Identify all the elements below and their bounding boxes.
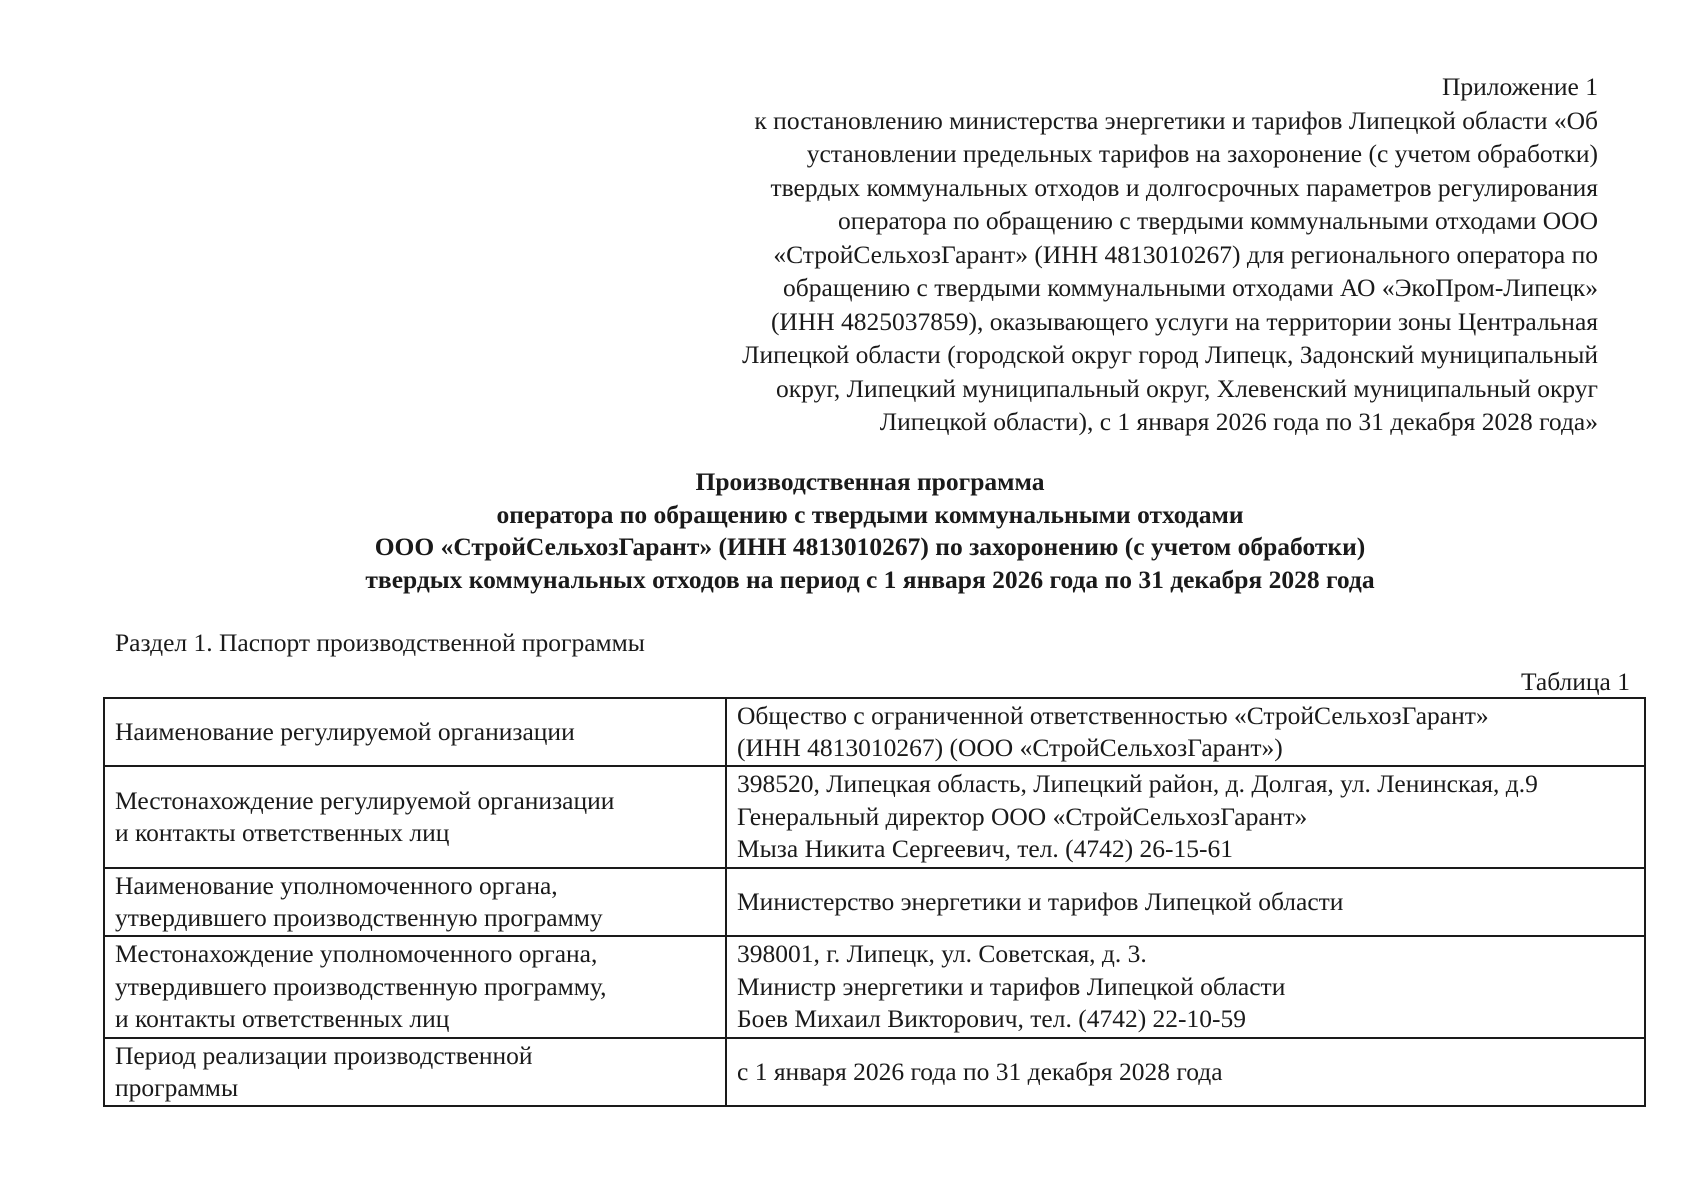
- appendix-line: Липецкой области (городской округ город Липецк, Задонский муниципальный: [742, 340, 1598, 369]
- cell-line: Общество с ограниченной ответственностью «СтройСельхозГарант»: [737, 700, 1489, 730]
- title-line: оператора по обращению с твердыми коммунальными отходами: [496, 499, 1244, 529]
- cell-line: утвердившего производственную программу,: [115, 971, 607, 1001]
- cell-line: и контакты ответственных лиц: [115, 1004, 450, 1034]
- title-line: Производственная программа: [695, 467, 1045, 496]
- cell-line: Наименование регулируемой организации: [115, 716, 575, 746]
- cell-line: Генеральный директор ООО «СтройСельхозГарант»: [737, 801, 1308, 831]
- passport-table: [103, 697, 1646, 1107]
- appendix-line: Липецкой области), с 1 января 2026 года по 31 декабря 2028 года»: [879, 407, 1598, 436]
- cell-line: Местонахождение регулируемой организации: [115, 785, 615, 815]
- cell-line: Мыза Никита Сергеевич, тел. (4742) 26-15-61: [737, 834, 1234, 864]
- row-value-cell: [726, 698, 1645, 766]
- appendix-line: к постановлению министерства энергетики и тарифов Липецкой области «Об: [754, 105, 1598, 135]
- row-value-cell: [726, 766, 1645, 868]
- cell-line: с 1 января 2026 года по 31 декабря 2028 года: [737, 1056, 1223, 1086]
- cell-line: Наименование уполномоченного органа,: [115, 870, 558, 900]
- row-value-cell: [726, 868, 1645, 936]
- title-line: твердых коммунальных отходов на период с 1 января 2026 года по 31 декабря 2028 года: [365, 564, 1375, 594]
- table-row: [104, 1038, 1645, 1106]
- cell-line: Местонахождение уполномоченного органа,: [115, 939, 598, 969]
- cell-line: 398001, г. Липецк, ул. Советская, д. 3.: [737, 939, 1147, 969]
- row-label-cell: [104, 1038, 726, 1106]
- appendix-line: обращению с твердыми коммунальными отходами АО «ЭкоПром-Липецк»: [783, 273, 1598, 302]
- appendix-line: твердых коммунальных отходов и долгосрочных параметров регулирования: [770, 172, 1598, 202]
- table-row: [104, 868, 1645, 936]
- row-label-cell: [104, 766, 726, 868]
- row-label-cell: [104, 868, 726, 936]
- cell-line: утвердившего производственную программу: [115, 903, 603, 932]
- cell-line: Министр энергетики и тарифов Липецкой области: [737, 971, 1286, 1001]
- cell-line: (ИНН 4813010267) (ООО «СтройСельхозГарант»): [737, 733, 1283, 762]
- cell-line: 398520, Липецкая область, Липецкий район, д. Долгая, ул. Ленинская, д.9: [737, 769, 1538, 799]
- cell-line: Боев Михаил Викторович, тел. (4742) 22-10-59: [737, 1004, 1247, 1034]
- row-value-cell: [726, 1038, 1645, 1106]
- table-row: [104, 936, 1645, 1038]
- appendix-line: оператора по обращению с твердыми коммунальными отходами ООО: [838, 206, 1598, 235]
- appendix-line: «СтройСельхозГарант» (ИНН 4813010267) для регионального оператора по: [773, 239, 1598, 269]
- section-heading: Раздел 1. Паспорт производственной программы: [115, 628, 645, 657]
- row-value-cell: [726, 936, 1645, 1038]
- table-row: [104, 766, 1645, 868]
- cell-line: Министерство энергетики и тарифов Липецкой области: [737, 886, 1344, 916]
- appendix-line: установлении предельных тарифов на захоронение (с учетом обработки): [806, 139, 1598, 168]
- table-row: [104, 698, 1645, 766]
- appendix-line: Приложение 1: [1442, 72, 1598, 101]
- document-title: [0, 466, 1696, 596]
- row-label-cell: [104, 698, 726, 766]
- cell-line: программы: [115, 1073, 239, 1102]
- table-label: Таблица 1: [1520, 667, 1630, 696]
- row-label-cell: [104, 936, 726, 1038]
- cell-line: и контакты ответственных лиц: [115, 818, 450, 847]
- appendix-header: [598, 70, 1598, 439]
- appendix-line: (ИНН 4825037859), оказывающего услуги на территории зоны Центральная: [770, 306, 1598, 336]
- appendix-line: округ, Липецкий муниципальный округ, Хлевенский муниципальный округ: [776, 373, 1598, 403]
- cell-line: Период реализации производственной: [115, 1040, 533, 1070]
- title-line: ООО «СтройСельхозГарант» (ИНН 4813010267) по захоронению (с учетом обработки): [374, 532, 1366, 561]
